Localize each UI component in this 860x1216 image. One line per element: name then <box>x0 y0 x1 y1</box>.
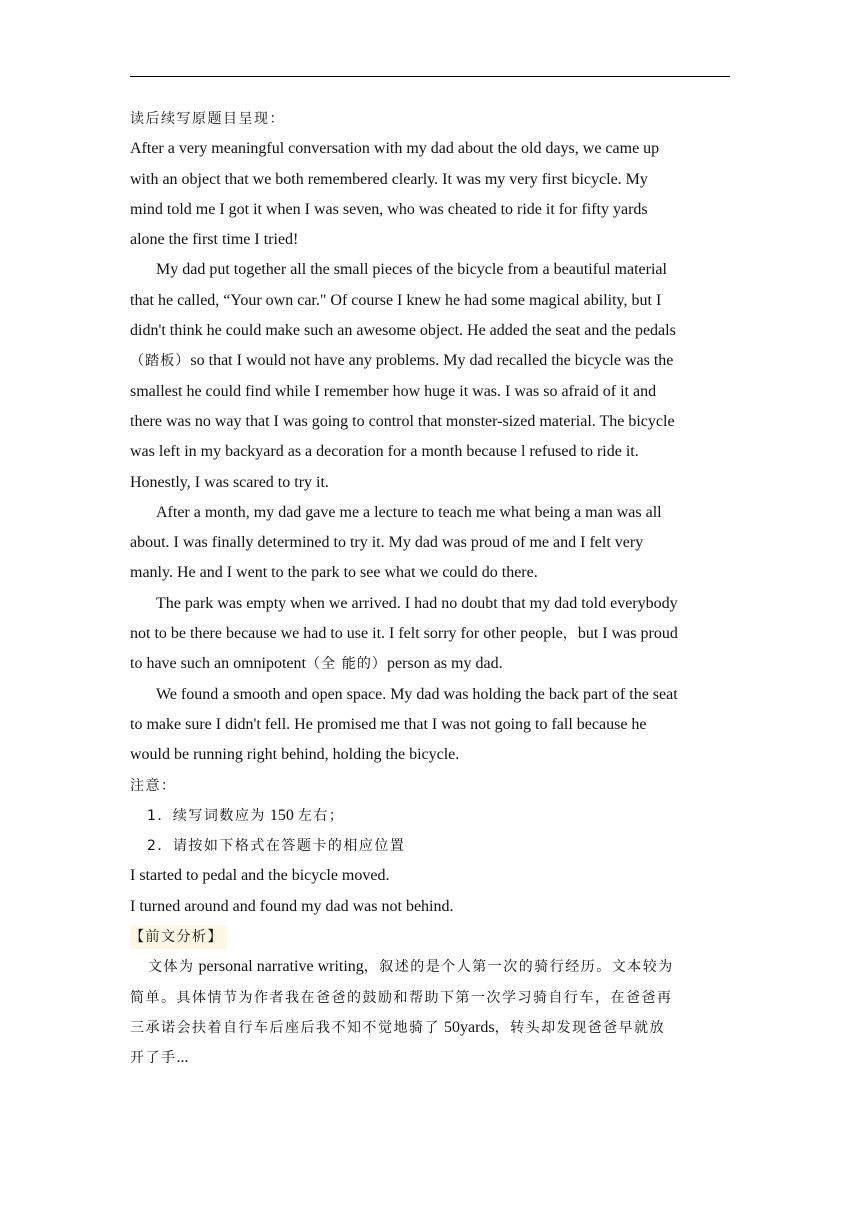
omnipotent-gloss: （全 能的） <box>305 656 388 673</box>
passage-line: Honestly, I was scared to try it. <box>130 473 329 491</box>
analysis-text: 开了手 <box>130 1050 177 1067</box>
passage-line: The park was empty when we arrived. I had no doubt that my dad told everybody <box>156 594 678 612</box>
pedals-gloss: （踏板） <box>130 353 191 370</box>
analysis-text: 三承诺会扶着自行车后座后我不知不觉地骑了 <box>130 1019 440 1036</box>
note-text: 续写词数应为 <box>172 807 266 824</box>
note-item <box>130 801 730 831</box>
passage-line: that he called, “Your own car." Of course I knew he had some magical ability, but I <box>130 291 662 309</box>
passage-line: didn't think he could make such an awesome object. He added the seat and the pedals <box>130 322 676 340</box>
analysis-line <box>130 952 730 982</box>
passage-line: We found a smooth and open space. My dad was holding the back part of the seat <box>156 685 678 703</box>
passage-line: manly. He and I went to the park to see what we could do there. <box>130 564 538 582</box>
passage-text: person as my dad. <box>387 655 503 673</box>
analysis-text: ，转头却发现爸爸早就放 <box>494 1019 666 1036</box>
passage-line <box>130 619 730 649</box>
analysis-heading: 【前文分析】 <box>130 925 227 949</box>
note-value: 150 <box>269 806 294 824</box>
note-item: 2．请按如下格式在答题卡的相应位置 <box>147 838 406 855</box>
passage-line <box>130 649 730 679</box>
analysis-text: 文体为 <box>148 959 195 976</box>
notes-label: 注意： <box>130 777 177 794</box>
passage-line: to make sure I didn't fell. He promised me that I was not going to fall because he <box>130 715 647 733</box>
analysis-line <box>130 1043 730 1073</box>
analysis-line: 简单。具体情节为作者我在爸爸的鼓励和帮助下第一次学习骑自行车，在爸爸再 <box>130 989 673 1006</box>
header-rule <box>130 76 730 77</box>
analysis-line <box>130 1013 730 1043</box>
passage-line: After a very meaningful conversation with my dad about the old days, we came up <box>130 140 660 158</box>
document-body <box>130 104 730 1074</box>
passage-line: mind told me I got it when I was seven, who was cheated to ride it for fifty yards <box>130 200 648 218</box>
passage-line: with an object that we both remembered clearly. It was my very first bicycle. My <box>130 170 648 188</box>
passage-text: not to be there because we had to use it. I felt sorry for other people <box>130 625 563 643</box>
passage-line: was left in my backyard as a decoration for a month because l refused to ride it. <box>130 443 639 461</box>
analysis-heading-row <box>130 922 730 952</box>
passage-line: about. I was finally determined to try it. My dad was proud of me and I felt very <box>130 534 644 552</box>
passage-text: to have such an omnipotent <box>130 655 306 673</box>
passage-line: After a month, my dad gave me a lecture to teach me what being a man was all <box>156 503 662 521</box>
passage-line: there was no way that I was going to control that monster-sized material. The bicycle <box>130 412 675 430</box>
analysis-text: ，叙述的是个人第一次的骑行经历。文本较为 <box>363 959 674 976</box>
passage-text: but I was proud <box>577 625 678 643</box>
prompt-sentence: I started to pedal and the bicycle moved. <box>130 867 390 885</box>
passage-line: My dad put together all the small pieces of the bicycle from a beautiful material <box>156 261 667 279</box>
passage-line: would be running right behind, holding the bicycle. <box>130 746 460 764</box>
analysis-text: personal narrative writing <box>198 958 364 976</box>
comma: ， <box>562 626 578 643</box>
analysis-text: ... <box>176 1049 189 1067</box>
note-number: 1． <box>147 807 173 824</box>
note-text: 左右； <box>297 807 345 824</box>
analysis-text: 50yards <box>444 1018 495 1036</box>
page-title: 读后续写原题目呈现： <box>130 111 285 127</box>
prompt-sentence: I turned around and found my dad was not behind. <box>130 897 454 915</box>
passage-line: alone the first time I tried! <box>130 231 299 249</box>
passage-text: so that I would not have any problems. My dad recalled the bicycle was the <box>190 352 674 370</box>
passage-line: smallest he could find while I remember how huge it was. I was so afraid of it and <box>130 382 657 400</box>
passage-line <box>130 346 730 376</box>
